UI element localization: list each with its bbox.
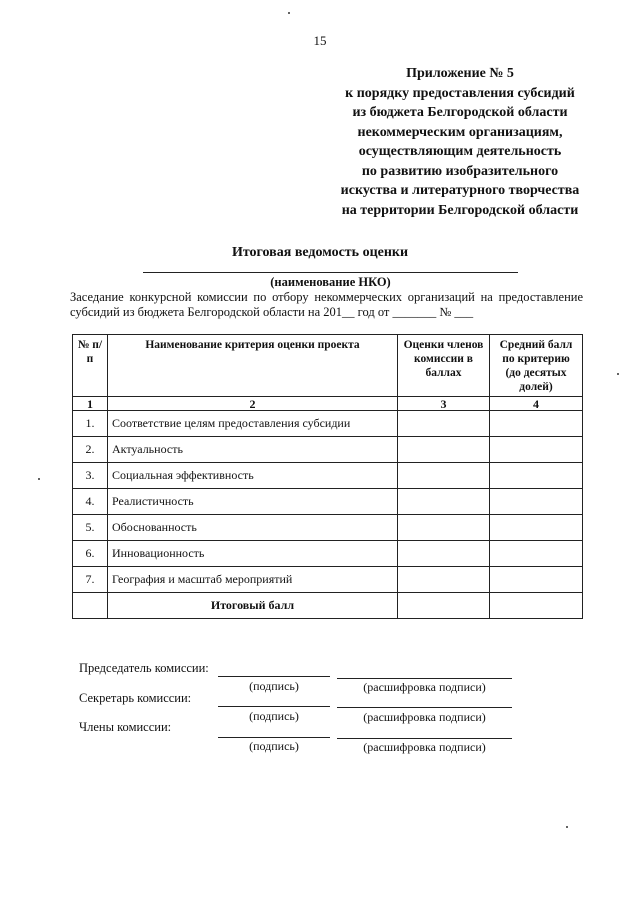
appendix-header xyxy=(300,64,620,220)
criterion-name: География и масштаб мероприятий xyxy=(108,567,398,593)
decoding-hint: (расшифровка подписи) xyxy=(363,680,486,694)
decoding-hint: (расшифровка подписи) xyxy=(363,740,486,754)
signature-hint: (подпись) xyxy=(249,709,299,723)
appendix-line: искуства и литературного творчества xyxy=(340,183,580,198)
evaluation-table xyxy=(72,334,583,619)
criterion-name: Инновационность xyxy=(108,541,398,567)
column-number: 2 xyxy=(108,397,398,411)
score-cell[interactable] xyxy=(398,411,490,437)
total-row xyxy=(73,593,583,619)
page-number: 15 xyxy=(313,33,327,48)
header-num: № п/п xyxy=(73,335,108,397)
average-cell[interactable] xyxy=(490,463,583,489)
members-decoding-line[interactable] xyxy=(337,738,512,739)
header-scores: Оценки членов комиссии в баллах xyxy=(398,335,490,397)
score-cell[interactable] xyxy=(398,541,490,567)
average-cell[interactable] xyxy=(490,437,583,463)
header-criterion: Наименование критерия оценки проекта xyxy=(108,335,398,397)
header-average: Средний балл по критерию (до десятых долей) xyxy=(490,335,583,397)
members-label: Члены комиссии: xyxy=(79,720,172,734)
column-number: 3 xyxy=(398,397,490,411)
appendix-line: к порядку предоставления субсидий xyxy=(345,85,575,101)
criterion-name: Реалистичность xyxy=(108,489,398,515)
nko-name-line xyxy=(143,272,518,273)
table-row xyxy=(73,567,583,593)
signature-hint: (подпись) xyxy=(249,739,299,753)
score-cell[interactable] xyxy=(398,463,490,489)
column-number: 4 xyxy=(490,397,583,411)
appendix-line: осуществляющим деятельность xyxy=(358,144,562,159)
row-number: 5. xyxy=(73,515,108,541)
row-number: 2. xyxy=(73,437,108,463)
table-row xyxy=(73,489,583,515)
score-cell[interactable] xyxy=(398,437,490,463)
scan-speck xyxy=(566,826,568,828)
total-average-cell[interactable] xyxy=(490,593,583,619)
table-row xyxy=(73,463,583,489)
members-signature-line[interactable] xyxy=(218,737,330,738)
score-cell[interactable] xyxy=(398,567,490,593)
score-cell[interactable] xyxy=(398,489,490,515)
secretary-decoding-line[interactable] xyxy=(337,707,512,708)
column-number: 1 xyxy=(73,397,108,411)
signature-hint: (подпись) xyxy=(249,679,299,693)
chairman-label: Председатель комиссии: xyxy=(79,661,209,675)
nko-name-label: (наименование НКО) xyxy=(270,275,391,289)
column-number-row xyxy=(73,397,583,411)
table-row xyxy=(73,437,583,463)
row-number: 4. xyxy=(73,489,108,515)
total-label: Итоговый балл xyxy=(108,593,398,619)
appendix-line: по развитию изобразительного xyxy=(361,163,559,179)
row-number: 1. xyxy=(73,411,108,437)
appendix-line: из бюджета Белгородской области xyxy=(352,105,568,120)
appendix-line: Приложение № 5 xyxy=(406,66,514,81)
scan-speck xyxy=(38,478,40,480)
average-cell[interactable] xyxy=(490,515,583,541)
intro-paragraph: Заседание конкурсной комиссии по отбору некоммерческих организаций на предоставление субсидий из бюджета Белгородской области на 201__ год от _______ № ___ xyxy=(70,290,583,319)
table-row xyxy=(73,515,583,541)
chairman-signature-line[interactable] xyxy=(218,676,330,677)
scan-speck xyxy=(617,373,619,375)
score-cell[interactable] xyxy=(398,515,490,541)
document-title: Итоговая ведомость оценки xyxy=(231,245,409,260)
total-empty-cell xyxy=(73,593,108,619)
secretary-signature-line[interactable] xyxy=(218,706,330,707)
secretary-label: Секретарь комиссии: xyxy=(79,691,192,705)
criterion-name: Соответствие целям предоставления субсидии xyxy=(108,411,398,437)
total-score-cell[interactable] xyxy=(398,593,490,619)
appendix-line: некоммерческим организациям, xyxy=(357,124,563,140)
row-number: 6. xyxy=(73,541,108,567)
scan-speck xyxy=(288,12,290,14)
criterion-name: Социальная эффективность xyxy=(108,463,398,489)
row-number: 3. xyxy=(73,463,108,489)
criterion-name: Актуальность xyxy=(108,437,398,463)
decoding-hint: (расшифровка подписи) xyxy=(363,710,486,724)
average-cell[interactable] xyxy=(490,411,583,437)
table-row xyxy=(73,541,583,567)
row-number: 7. xyxy=(73,567,108,593)
average-cell[interactable] xyxy=(490,541,583,567)
table-row xyxy=(73,411,583,437)
table-header-row xyxy=(73,335,583,397)
average-cell[interactable] xyxy=(490,567,583,593)
appendix-line: на территории Белгородской области xyxy=(341,202,579,218)
average-cell[interactable] xyxy=(490,489,583,515)
chairman-decoding-line[interactable] xyxy=(337,678,512,679)
criterion-name: Обоснованность xyxy=(108,515,398,541)
